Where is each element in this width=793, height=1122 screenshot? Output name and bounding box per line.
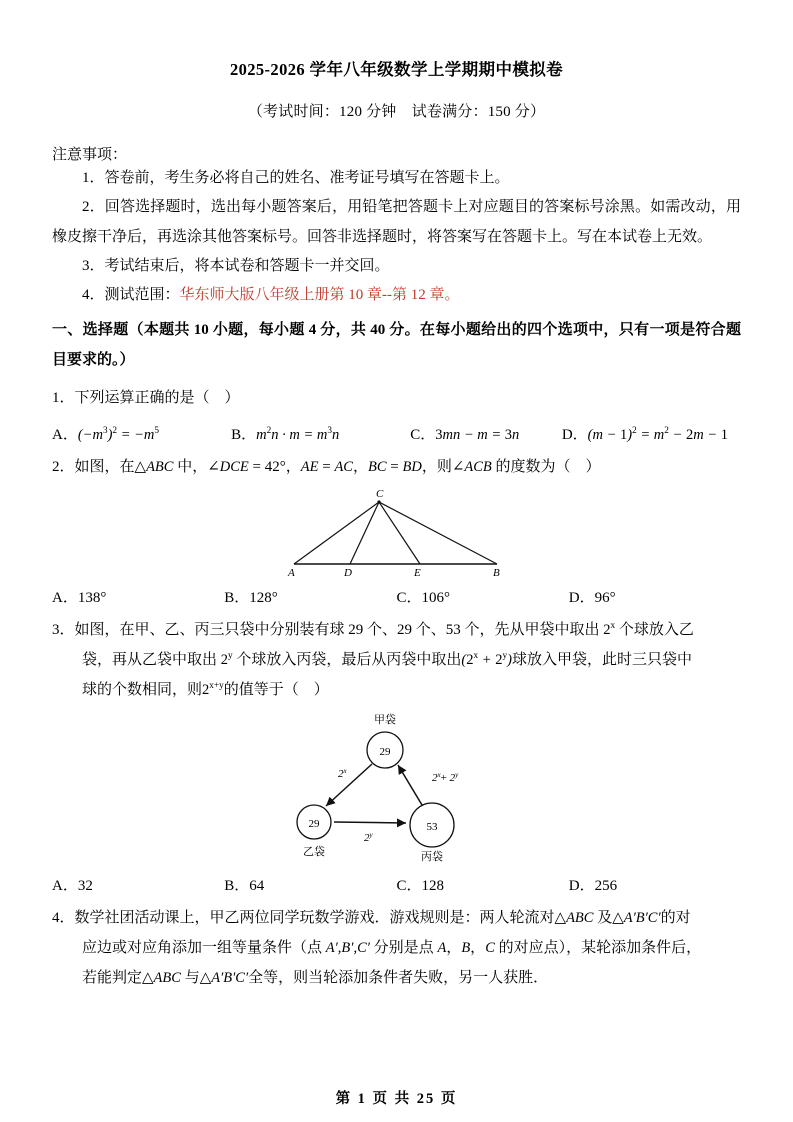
question-2-text: 如图，在△ABC 中，∠DCE = 42°，AE = AC，BC = BD，则∠ACB 的度数为（ ） [74, 458, 601, 475]
question-4-stem [52, 895, 741, 933]
question-2-number: 2． [52, 458, 75, 475]
option-label: C． [396, 877, 422, 894]
option-math: 128 [421, 877, 445, 894]
option-label: D． [561, 426, 588, 443]
option-math: 32 [77, 877, 93, 894]
notice-item-4-scope: 华东师大版八年级上册第 10 章--第 12 章。 [179, 287, 460, 303]
question-3-stem [52, 607, 741, 645]
notice-item-4-prefix: 4．测试范围： [82, 287, 180, 303]
page-title: 2025-2026 学年八年级数学上学期期中模拟卷 [229, 60, 564, 79]
option-math: 3mn − m = 3n [435, 426, 520, 443]
triangle-abc-figure [272, 486, 522, 576]
page-footer: 第 1 页 共 25 页 [335, 1091, 458, 1107]
bag-yi-label: 乙袋 [302, 845, 325, 858]
bag-jia-label: 甲袋 [373, 713, 396, 726]
question-2-options [52, 576, 741, 607]
question-1-option-a[interactable] [52, 423, 231, 444]
vertex-label-b: B [492, 566, 500, 576]
question-3-options [52, 864, 741, 895]
option-label: A． [52, 426, 78, 443]
question-1-option-c[interactable] [410, 423, 562, 444]
question-3-option-d[interactable] [569, 874, 741, 895]
option-math: $(-m^3)^2 = -m^5$ [77, 425, 159, 443]
option-label: D． [568, 877, 595, 894]
question-4-text: 数学社团活动课上，甲乙两位同学玩数学游戏．游戏规则是：两人轮流对△ABC 及△A′B′C′的对 [74, 909, 691, 926]
question-3-option-a[interactable] [52, 874, 224, 895]
bag-bing-count: 53 [426, 820, 437, 833]
question-2-option-b[interactable] [224, 586, 396, 607]
option-label: A． [52, 877, 78, 894]
notice-item-2: 2．回答选择题时，选出每小题答案后，用铅笔把答题卡上对应题目的答案标号涂黑。如需改动，用橡皮擦干净后，再选涂其他答案标号。回答非选择题时，将答案写在答题卡上。写在本试卷上无效。 [52, 199, 741, 245]
question-2-option-c[interactable] [397, 586, 569, 607]
question-2-option-d[interactable] [569, 586, 741, 607]
question-3-number: 3． [52, 621, 75, 638]
bag-bing-label: 丙袋 [420, 850, 443, 863]
question-1-text: 下列运算正确的是（ ） [74, 389, 240, 406]
vertex-label-a: A [287, 566, 295, 576]
edge-label-2x-2y: $2^x+ 2^y$ [431, 770, 458, 784]
question-3-option-c[interactable] [397, 874, 569, 895]
question-3-text: 如图，在甲、乙、丙三只袋中分别装有球 29 个、29 个、53 个，先从甲袋中取出 2$^x$ 个球放入乙 [74, 620, 694, 638]
notice-item-3: 3．考试结束后，将本试卷和答题卡一并交回。 [82, 257, 390, 274]
question-1-stem [52, 375, 741, 413]
notice-item-4 [52, 281, 741, 310]
option-math: $m^2n \cdot m = m^3n$ [256, 425, 340, 443]
question-1-option-b[interactable] [231, 423, 410, 444]
vertex-label-e: E [413, 566, 421, 576]
option-math: $(m - 1)^2 = m^2 - 2m - 1$ [587, 425, 728, 443]
notice-item-1: 1．答卷前，考生务必将自己的姓名、准考证号填写在答题卡上。 [82, 170, 510, 186]
question-1-options [52, 413, 741, 444]
option-label: D． [568, 589, 595, 606]
section-heading-choice: 一、选择题（本题共 10 小题，每小题 4 分，共 40 分。在每小题给出的四个选项中，只有一项是符合题目要求的。） [52, 322, 741, 368]
option-label: B． [224, 877, 250, 894]
question-2-option-a[interactable] [52, 586, 224, 607]
option-label: B． [224, 589, 250, 606]
three-bags-figure [282, 709, 512, 864]
question-2-stem [52, 444, 741, 482]
bag-yi-count: 29 [308, 817, 319, 830]
question-4-text-line3: 若能判定△ABC 与△A′B′C′全等，则当轮添加条件者失败，另一人获胜． [82, 969, 549, 986]
option-label: B． [231, 426, 257, 443]
exam-subtitle: （考试时间：120 分钟 试卷满分：150 分） [247, 104, 546, 120]
edge-label-2x: 2$^x$ [337, 766, 347, 780]
option-label: C． [396, 589, 422, 606]
option-math: 128° [249, 589, 278, 606]
option-label: C． [410, 426, 436, 443]
question-4-number: 4． [52, 909, 75, 926]
option-label: A． [52, 589, 78, 606]
question-3-option-b[interactable] [224, 874, 396, 895]
option-math: 106° [421, 589, 451, 606]
question-3-text-line3: 球的个数相同，则$2^{x+y}$的值等于（ ） [82, 680, 329, 698]
arrow-jia-to-yi [326, 764, 372, 806]
vertex-label-c: C [375, 487, 383, 500]
vertex-label-d: D [343, 566, 352, 576]
option-math: 96° [594, 589, 616, 606]
arrow-yi-to-bing [334, 822, 406, 823]
question-2-figure [52, 482, 741, 576]
notice-heading: 注意事项： [52, 147, 128, 163]
question-1-option-d[interactable] [562, 423, 741, 444]
question-1-number: 1． [52, 389, 75, 406]
arrow-bing-to-jia [398, 765, 422, 805]
question-4-text-line2: 应边或对应角添加一组等量条件（点 A′,B′,C′ 分别是点 A，B，C 的对应点），某轮添加条件后， [82, 939, 702, 956]
option-math: 138° [77, 589, 107, 606]
option-math: 64 [249, 877, 265, 894]
question-3-figure [52, 705, 741, 864]
question-3-text-line2: 袋，再从乙袋中取出 2$^y$ 个球放入丙袋，最后从丙袋中取出$(2^x + 2^y)$球放入甲袋，此时三只袋中 [82, 650, 692, 668]
option-math: 256 [594, 877, 618, 894]
edge-label-2y: 2$^y$ [363, 830, 373, 844]
bag-jia-count: 29 [379, 745, 390, 758]
